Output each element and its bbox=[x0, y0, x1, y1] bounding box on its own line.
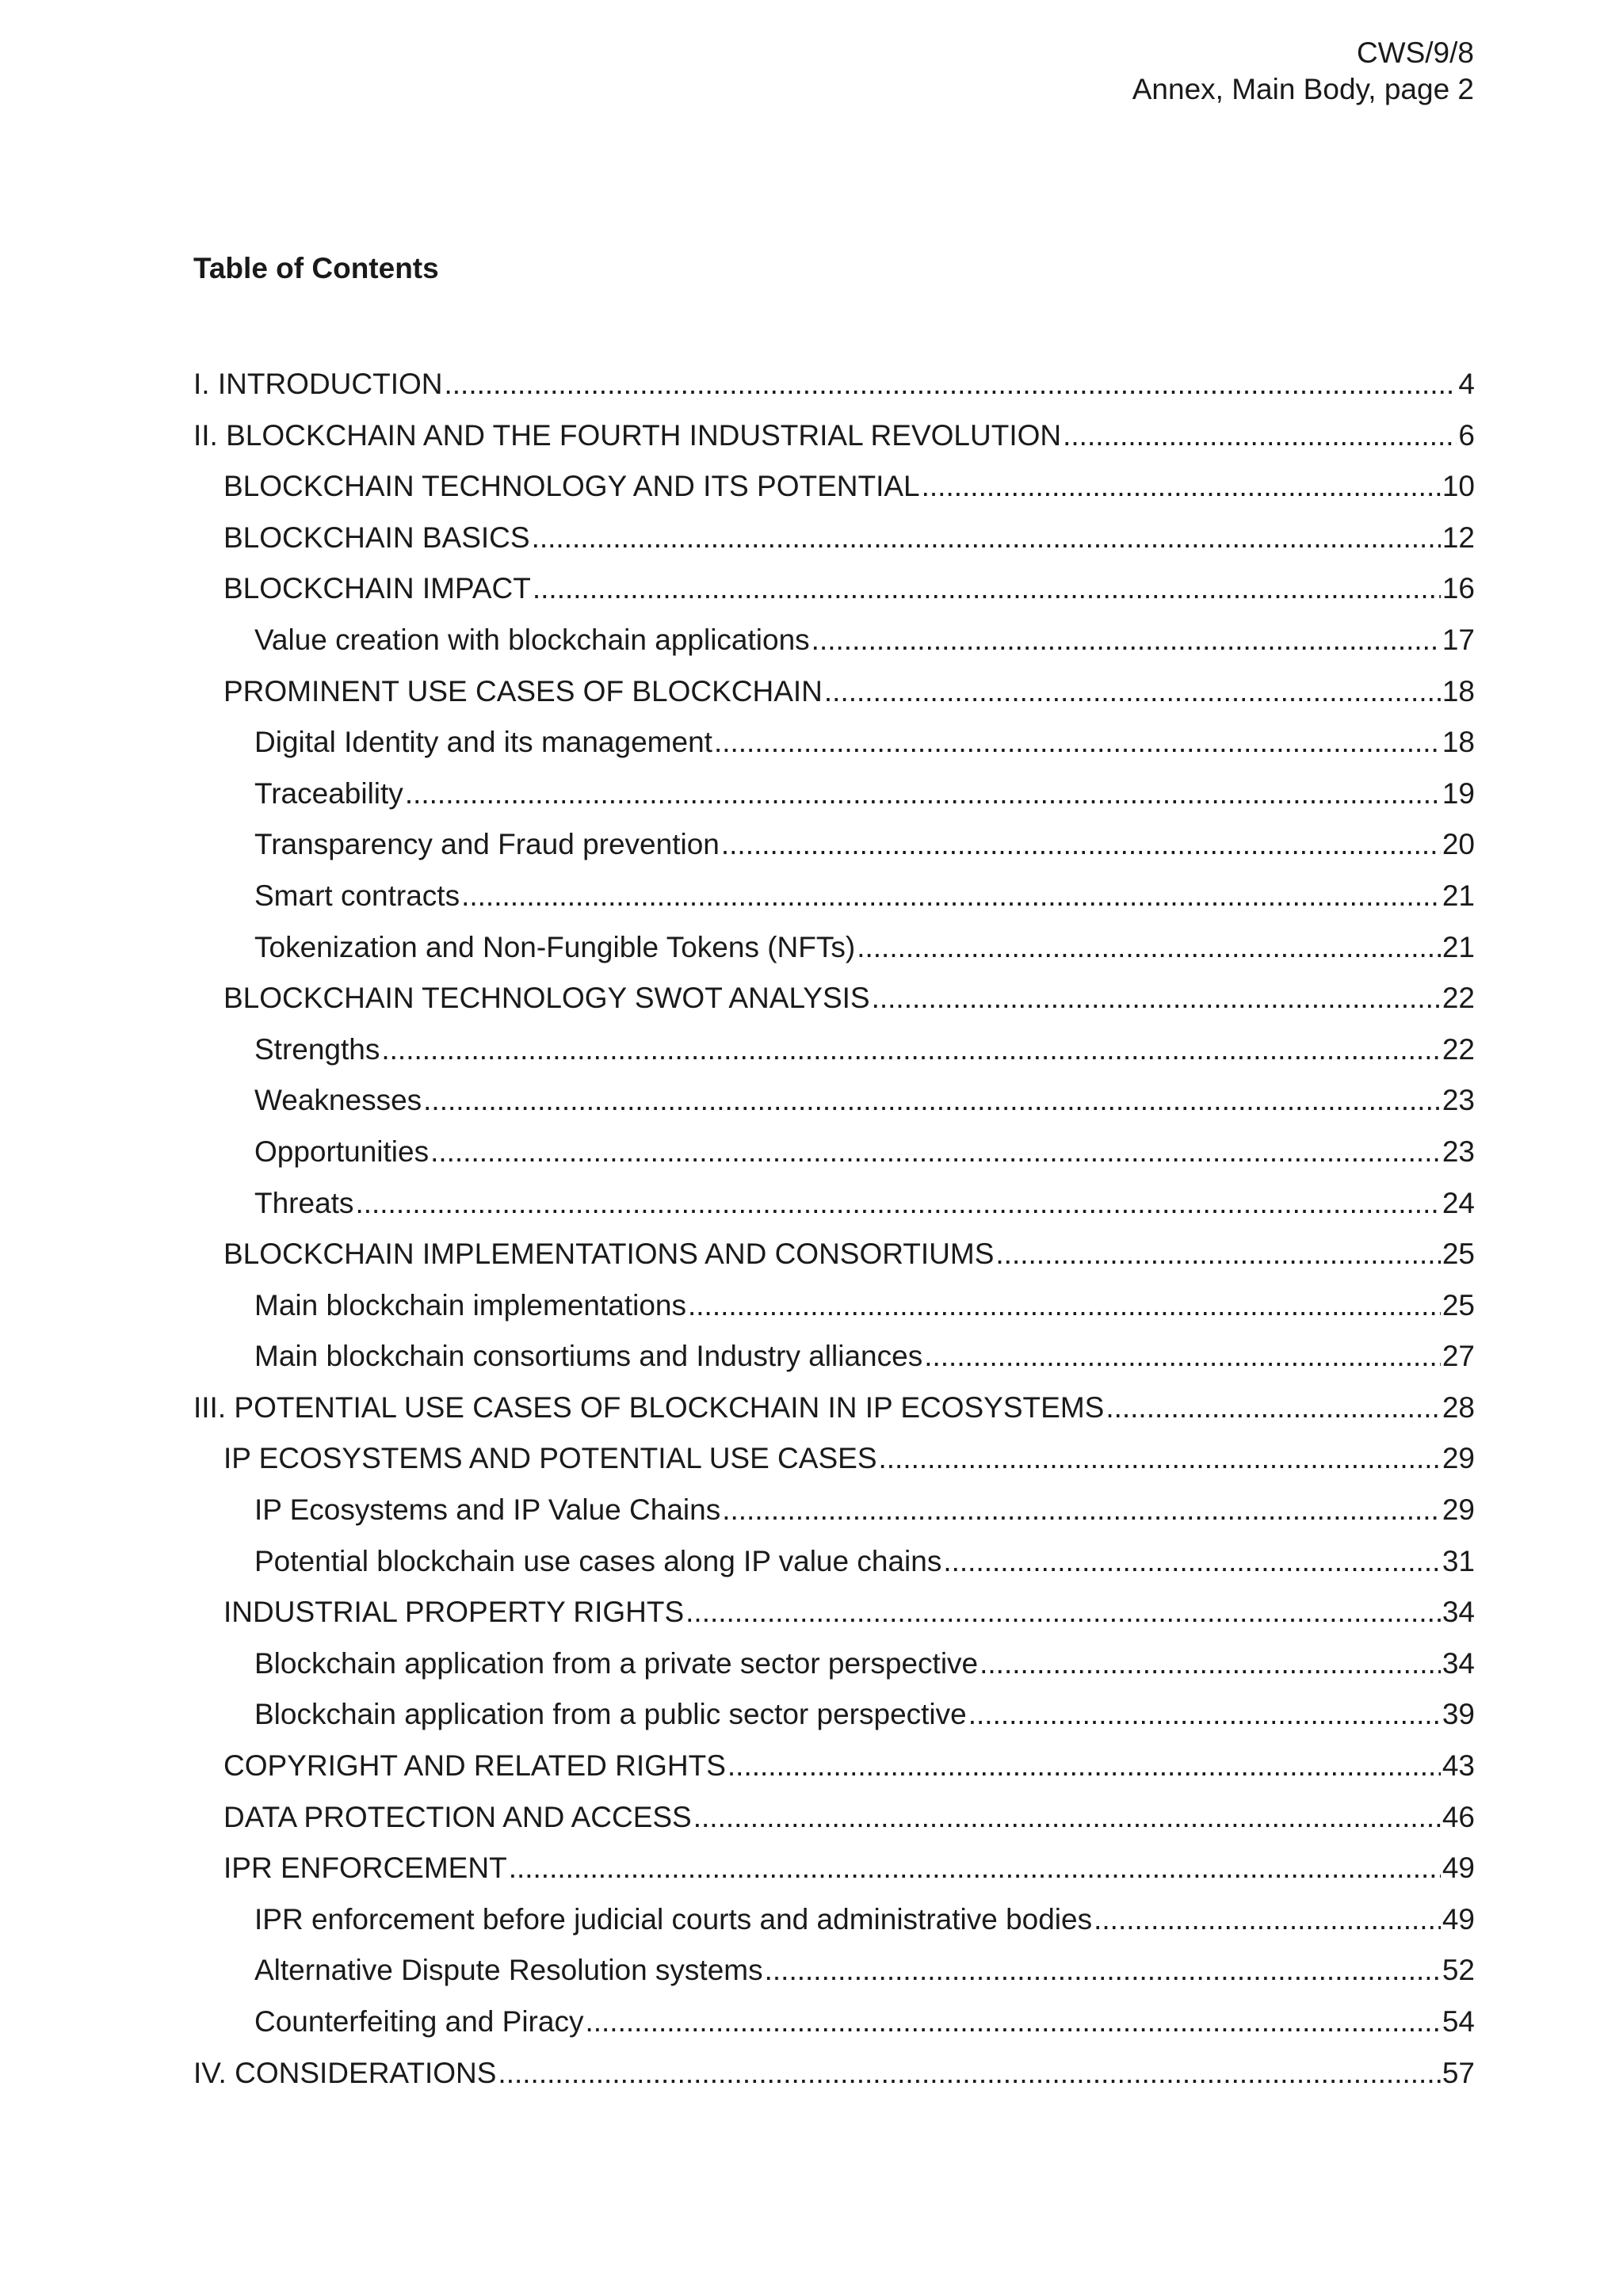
toc-entry-page-number[interactable]: 25 bbox=[1442, 1288, 1475, 1322]
toc-dot-leader bbox=[693, 1799, 1441, 1836]
toc-entry-page-number[interactable]: 21 bbox=[1442, 879, 1475, 912]
toc-entry-page-number[interactable]: 29 bbox=[1442, 1493, 1475, 1527]
toc-entry-label[interactable]: BLOCKCHAIN IMPACT bbox=[223, 572, 531, 605]
toc-entry[interactable] bbox=[193, 1390, 1475, 1441]
toc-dot-leader bbox=[765, 1952, 1441, 1989]
toc-entry[interactable] bbox=[193, 520, 1475, 571]
toc-entry-label[interactable]: II. BLOCKCHAIN AND THE FOURTH INDUSTRIAL REVOLUTION bbox=[193, 418, 1062, 452]
toc-dot-leader bbox=[532, 520, 1441, 556]
toc-entry[interactable] bbox=[193, 1236, 1475, 1287]
toc-entry-page-number[interactable]: 20 bbox=[1442, 828, 1475, 861]
toc-entry[interactable] bbox=[193, 1134, 1475, 1185]
table-of-contents bbox=[193, 366, 1475, 2106]
toc-entry-page-number[interactable]: 25 bbox=[1442, 1238, 1475, 1271]
toc-entry[interactable] bbox=[193, 1338, 1475, 1390]
toc-entry-page-number[interactable]: 10 bbox=[1442, 470, 1475, 503]
toc-dot-leader bbox=[980, 1646, 1441, 1682]
toc-entry[interactable] bbox=[193, 366, 1475, 418]
toc-entry-page-number[interactable]: 34 bbox=[1442, 1646, 1475, 1680]
toc-entry[interactable] bbox=[193, 1032, 1475, 1083]
toc-entry-label[interactable]: Counterfeiting and Piracy bbox=[254, 2005, 584, 2038]
toc-entry-page-number[interactable]: 6 bbox=[1458, 418, 1475, 452]
toc-dot-leader bbox=[423, 1082, 1441, 1119]
toc-entry[interactable] bbox=[193, 1543, 1475, 1595]
toc-dot-leader bbox=[721, 826, 1441, 863]
toc-entry-label[interactable]: BLOCKCHAIN BASICS bbox=[223, 521, 530, 554]
toc-entry-label[interactable]: Potential blockchain use cases along IP value chains bbox=[254, 1544, 942, 1577]
toc-dot-leader bbox=[924, 1338, 1441, 1375]
toc-entry-page-number[interactable]: 49 bbox=[1442, 1852, 1475, 1885]
toc-dot-leader bbox=[685, 1594, 1441, 1630]
toc-entry-page-number[interactable]: 24 bbox=[1442, 1186, 1475, 1219]
toc-entry[interactable] bbox=[193, 826, 1475, 878]
toc-entry-label[interactable]: IP Ecosystems and IP Value Chains bbox=[254, 1493, 721, 1527]
toc-dot-leader bbox=[498, 2055, 1440, 2092]
toc-dot-leader bbox=[943, 1543, 1441, 1580]
toc-entry[interactable] bbox=[193, 570, 1475, 622]
toc-entry-page-number[interactable]: 4 bbox=[1458, 368, 1475, 400]
toc-entry-page-number[interactable]: 23 bbox=[1442, 1084, 1475, 1117]
toc-entry-label[interactable]: Main blockchain consortiums and Industry alliances bbox=[254, 1340, 923, 1373]
toc-entry-page-number[interactable]: 43 bbox=[1442, 1749, 1475, 1783]
toc-entry[interactable] bbox=[193, 1901, 1475, 1953]
toc-entry[interactable] bbox=[193, 776, 1475, 827]
toc-entry[interactable] bbox=[193, 1287, 1475, 1339]
toc-entry-label[interactable]: III. POTENTIAL USE CASES OF BLOCKCHAIN IN IP ECOSYSTEMS bbox=[193, 1390, 1105, 1424]
toc-entry[interactable] bbox=[193, 1696, 1475, 1748]
toc-entry-label[interactable]: Value creation with blockchain applications bbox=[254, 623, 810, 656]
toc-entry-label[interactable]: IP ECOSYSTEMS AND POTENTIAL USE CASES bbox=[223, 1442, 877, 1475]
toc-entry-page-number[interactable]: 29 bbox=[1442, 1442, 1475, 1475]
toc-entry-page-number[interactable]: 28 bbox=[1442, 1390, 1475, 1424]
toc-entry-label[interactable]: Traceability bbox=[254, 776, 403, 810]
toc-dot-leader bbox=[461, 878, 1441, 914]
toc-dot-leader bbox=[688, 1287, 1441, 1324]
toc-entry[interactable] bbox=[193, 468, 1475, 520]
toc-entry[interactable] bbox=[193, 1952, 1475, 2004]
toc-entry-label[interactable]: Blockchain application from a public sector perspective bbox=[254, 1698, 967, 1731]
toc-entry[interactable] bbox=[193, 2004, 1475, 2055]
toc-entry-label[interactable]: Main blockchain implementations bbox=[254, 1288, 686, 1322]
toc-dot-leader bbox=[714, 724, 1441, 761]
page-location: Annex, Main Body, page 2 bbox=[1132, 73, 1474, 105]
toc-entry-label[interactable]: PROMINENT USE CASES OF BLOCKCHAIN bbox=[223, 674, 823, 707]
toc-dot-leader bbox=[722, 1492, 1441, 1528]
toc-dot-leader bbox=[405, 776, 1441, 812]
toc-entry[interactable] bbox=[193, 1748, 1475, 1799]
toc-dot-leader bbox=[533, 570, 1441, 607]
toc-entry[interactable] bbox=[193, 1799, 1475, 1851]
toc-dot-leader bbox=[812, 622, 1441, 658]
toc-entry-page-number[interactable]: 39 bbox=[1442, 1698, 1475, 1731]
toc-entry-label[interactable]: Tokenization and Non-Fungible Tokens (NFTs) bbox=[254, 930, 856, 963]
toc-dot-leader bbox=[727, 1748, 1441, 1784]
toc-entry-page-number[interactable]: 57 bbox=[1442, 2056, 1475, 2089]
toc-dot-leader bbox=[879, 1440, 1441, 1477]
toc-entry-label[interactable]: IPR ENFORCEMENT bbox=[223, 1852, 507, 1885]
toc-entry[interactable] bbox=[193, 1850, 1475, 1901]
toc-dot-leader bbox=[381, 1032, 1440, 1068]
toc-dot-leader bbox=[922, 468, 1441, 505]
toc-entry-label[interactable]: DATA PROTECTION AND ACCESS bbox=[223, 1800, 692, 1833]
toc-entry-label[interactable]: INDUSTRIAL PROPERTY RIGHTS bbox=[223, 1596, 685, 1629]
document-code: CWS/9/8 bbox=[1356, 36, 1474, 69]
toc-entry-page-number[interactable]: 16 bbox=[1442, 572, 1475, 605]
toc-entry-label[interactable]: BLOCKCHAIN TECHNOLOGY SWOT ANALYSIS bbox=[223, 982, 870, 1015]
toc-dot-leader bbox=[824, 673, 1441, 710]
toc-dot-leader bbox=[968, 1696, 1441, 1733]
toc-dot-leader bbox=[355, 1185, 1440, 1222]
page-header bbox=[1132, 35, 1474, 108]
toc-entry-page-number[interactable]: 19 bbox=[1442, 776, 1475, 810]
toc-entry-page-number[interactable]: 34 bbox=[1442, 1596, 1475, 1629]
toc-entry[interactable] bbox=[193, 724, 1475, 776]
toc-dot-leader bbox=[585, 2004, 1440, 2040]
toc-entry-page-number[interactable]: 49 bbox=[1442, 1902, 1475, 1936]
toc-entry[interactable] bbox=[193, 1185, 1475, 1237]
toc-entry-label[interactable]: Opportunities bbox=[254, 1135, 430, 1168]
toc-entry[interactable] bbox=[193, 622, 1475, 673]
toc-entry-label[interactable]: Digital Identity and its management bbox=[254, 726, 712, 759]
toc-title: Table of Contents bbox=[193, 252, 439, 284]
toc-entry-label[interactable]: Alternative Dispute Resolution systems bbox=[254, 1954, 763, 1987]
toc-entry-page-number[interactable]: 46 bbox=[1442, 1800, 1475, 1833]
toc-dot-leader bbox=[509, 1850, 1441, 1886]
toc-dot-leader bbox=[444, 366, 1457, 402]
toc-entry[interactable] bbox=[193, 1594, 1475, 1646]
toc-entry-page-number[interactable]: 22 bbox=[1442, 1032, 1475, 1066]
toc-entry-page-number[interactable]: 22 bbox=[1442, 982, 1475, 1015]
toc-entry-label[interactable]: Weaknesses bbox=[254, 1084, 422, 1117]
toc-entry[interactable] bbox=[193, 2055, 1475, 2107]
toc-entry-label[interactable]: Blockchain application from a private sector perspective bbox=[254, 1646, 979, 1680]
toc-entry[interactable] bbox=[193, 878, 1475, 929]
toc-entry-page-number[interactable]: 52 bbox=[1442, 1954, 1475, 1987]
toc-entry[interactable] bbox=[193, 1082, 1475, 1134]
toc-entry-label[interactable]: IPR enforcement before judicial courts and administrative bodies bbox=[254, 1902, 1093, 1936]
toc-entry-page-number[interactable]: 21 bbox=[1442, 930, 1475, 963]
toc-entry-page-number[interactable]: 31 bbox=[1442, 1544, 1475, 1577]
toc-entry-page-number[interactable]: 18 bbox=[1442, 674, 1475, 707]
toc-entry-label[interactable]: Transparency and Fraud prevention bbox=[254, 828, 720, 861]
toc-entry-page-number[interactable]: 27 bbox=[1442, 1340, 1475, 1373]
toc-entry[interactable] bbox=[193, 929, 1475, 981]
toc-entry-label[interactable]: Strengths bbox=[254, 1032, 380, 1066]
toc-dot-leader bbox=[857, 929, 1441, 966]
toc-entry[interactable] bbox=[193, 1440, 1475, 1492]
toc-dot-leader bbox=[1063, 418, 1457, 454]
toc-entry[interactable] bbox=[193, 980, 1475, 1032]
toc-dot-leader bbox=[430, 1134, 1441, 1170]
toc-entry-page-number[interactable]: 23 bbox=[1442, 1135, 1475, 1168]
toc-entry-page-number[interactable]: 12 bbox=[1442, 521, 1475, 554]
toc-entry-label[interactable]: Smart contracts bbox=[254, 879, 460, 912]
toc-entry-label[interactable]: IV. CONSIDERATIONS bbox=[193, 2056, 497, 2089]
toc-entry-label[interactable]: Threats bbox=[254, 1186, 354, 1219]
toc-dot-leader bbox=[1094, 1901, 1441, 1938]
toc-entry[interactable] bbox=[193, 673, 1475, 725]
toc-entry-label[interactable]: COPYRIGHT AND RELATED RIGHTS bbox=[223, 1749, 726, 1783]
toc-entry[interactable] bbox=[193, 1646, 1475, 1697]
toc-dot-leader bbox=[1106, 1390, 1441, 1426]
toc-entry[interactable] bbox=[193, 418, 1475, 469]
toc-entry-label[interactable]: BLOCKCHAIN IMPLEMENTATIONS AND CONSORTIUMS bbox=[223, 1238, 995, 1271]
toc-entry-page-number[interactable]: 54 bbox=[1442, 2005, 1475, 2038]
toc-entry[interactable] bbox=[193, 1492, 1475, 1543]
toc-entry-page-number[interactable]: 17 bbox=[1442, 623, 1475, 656]
toc-dot-leader bbox=[872, 980, 1441, 1016]
toc-entry-label[interactable]: I. INTRODUCTION bbox=[193, 368, 443, 400]
toc-entry-label[interactable]: BLOCKCHAIN TECHNOLOGY AND ITS POTENTIAL bbox=[223, 470, 920, 503]
toc-entry-page-number[interactable]: 18 bbox=[1442, 726, 1475, 759]
toc-dot-leader bbox=[995, 1236, 1440, 1272]
